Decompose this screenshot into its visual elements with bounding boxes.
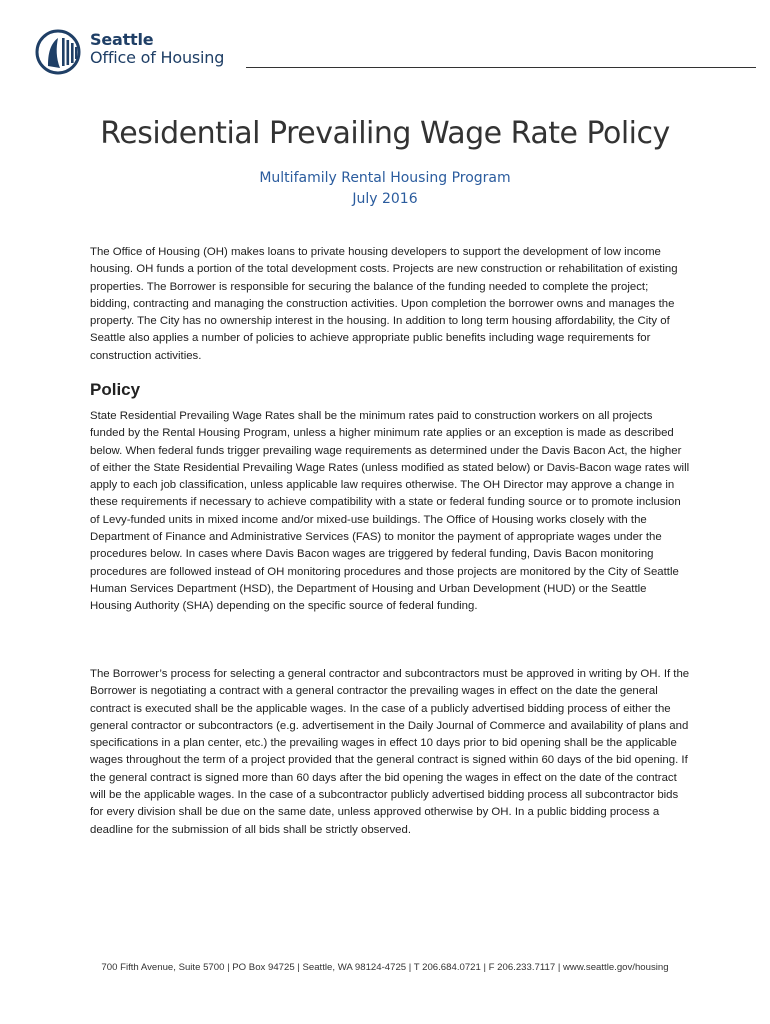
letterhead <box>34 26 734 80</box>
seattle-seal-icon <box>34 26 82 78</box>
page-title: Residential Prevailing Wage Rate Policy <box>100 116 670 151</box>
policy-heading: Policy <box>90 380 141 399</box>
program-name: Multifamily Rental Housing Program <box>259 170 511 186</box>
footer-contact: 700 Fifth Avenue, Suite 5700 | PO Box 94725 | Seattle, WA 98124-4725 | T 206.684.0721 | F 206.233.7117 | www.seattle.gov/housing <box>101 962 669 973</box>
policy-paragraph: State Residential Prevailing Wage Rates shall be the minimum rates paid to construction workers on all projects funded by the Rental Housing Program, unless a higher minimum rate applies or an exception is made as described below. When federal funds trigger prevailing wage requirements as determined under the Davis Bacon Act, the higher of either the State Residential Prevailing Wage Rates (unless modified as stated below) or Davis-Bacon wage rates will apply to each job classification, unless applicable law requires otherwise. The OH Director may approve a change in these requirements if necessary to achieve compatibility with a state or federal funding source or to promote inclusion of Levy-funded units in mixed income and/or mixed-use buildings. The Office of Housing works closely with the Department of Finance and Administrative Services (FAS) to monitor the payment of appropriate wages under the procedures below. In cases where Davis Bacon wages are triggered by federal funding, Davis Bacon monitoring procedures are followed instead of OH monitoring procedures and those projects are monitored by the City of Seattle Human Services Department (HSD), the Department of Housing and Urban Development (HUD) or the Seattle Housing Authority (SHA) depending on the specific source of federal funding. <box>90 410 690 613</box>
org-name-office: Office of Housing <box>90 48 225 67</box>
document-date: July 2016 <box>352 191 418 207</box>
intro-paragraph: The Office of Housing (OH) makes loans to private housing developers to support the development of low income housing. OH funds a portion of the total development costs. Projects are new construction or rehabilitation of existing properties. The Borrower is responsible for securing the balance of the funding needed to complete the project; bidding, contracting and managing the construction activities. Upon completion the borrower owns and manages the property. The City has no ownership interest in the housing. In addition to long term housing affordability, the City of Seattle also applies a number of policies to achieve appropriate public benefits including wage requirements for construction activities. <box>90 246 678 362</box>
org-name <box>90 32 224 66</box>
org-name-city: Seattle <box>90 30 154 49</box>
header-divider <box>246 67 756 68</box>
borrower-paragraph: The Borrower’s process for selecting a general contractor and subcontractors must be approved in writing by OH. If the Borrower is negotiating a contract with a general contractor the prevailing wages in effect on the date the general contract is executed shall be the applicable wages. In the case of a publicly advertised bidding process of either the general contractor or subcontractors (e.g. advertisement in the Daily Journal of Commerce and availability of plans and specifications in a plan center, etc.) the prevailing wages in effect 10 days prior to bid opening shall be the applicable wages throughout the term of a project provided that the general contract is signed within 60 days of the bid opening. If the general contract is signed more than 60 days after the bid opening the wages in effect on the date of the contract will be the applicable wages. In the case of a subcontractor publicly advertised bidding process all subcontractor bids for every division shall be due on the same date, unless approved otherwise by OH. In a public bidding process a deadline for the submission of all bids shall be strictly observed. <box>90 668 690 836</box>
subtitle-block <box>0 168 770 210</box>
